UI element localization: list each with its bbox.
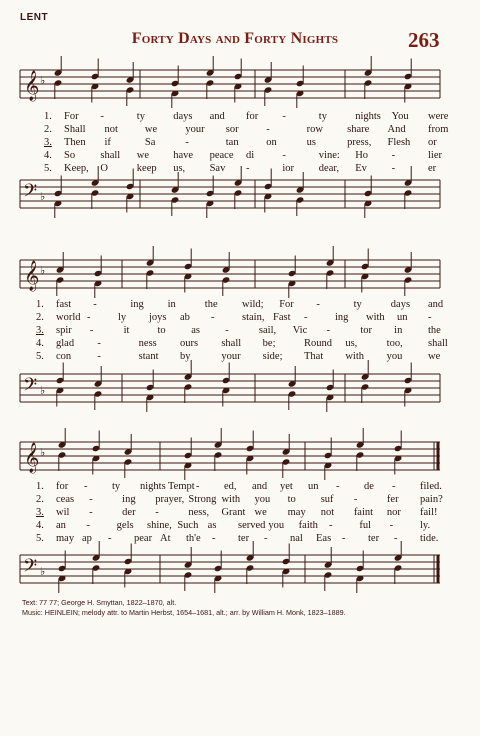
lyric-syllable: and [252,481,268,492]
lyric-syllable: - [264,533,268,544]
lyric-syllable: it [123,325,130,336]
lyric-syllable: Sav [209,163,226,174]
lyric-syllable: filed. [420,481,442,492]
lyric-syllable: as [207,520,217,531]
verse-number: 2. [44,124,52,135]
verse-number: 4. [44,150,52,161]
lyric-syllable: - [326,325,331,336]
treble-staff-system-2 [0,256,480,296]
lyric-syllable: ior [282,163,295,174]
hymn-number: 263 [408,28,440,52]
lyric-syllable: You [391,111,409,122]
lyric-syllable: an [56,520,66,531]
lyric-syllable: - [342,533,346,544]
lyric-syllable: nights [140,481,166,492]
verse-number: 1. [36,481,44,492]
lyric-syllable: fer [386,494,399,505]
bass-clef-icon: 𝄢 [23,555,38,580]
lyric-syllable: from [428,124,449,135]
lyric-syllable: row [306,124,323,135]
bass-staff-system-2 [0,370,480,410]
lyric-syllable: faith [298,520,318,531]
lyric-syllable: ty [353,299,362,310]
lyric-syllable: side; [262,351,283,362]
lyric-syllable: spir [56,325,72,336]
lyric-syllable: un [308,481,319,492]
lyric-syllable: - [282,150,286,161]
lyric-syllable: de [364,481,374,492]
lyric-syllable: - [211,312,215,323]
lyric-syllable: ty [318,111,327,122]
lyric-syllable: And [387,124,406,135]
lyric-syllable: un [397,312,408,323]
lyric-syllable: - [212,533,216,544]
flat-icon: ♭ [40,385,46,397]
lyric-syllable: tide. [420,533,439,544]
lyric-syllable: keep [136,163,157,174]
lyric-syllable: us, [173,163,186,174]
lyric-syllable: nights [355,111,381,122]
lyric-syllable: dear, [318,163,340,174]
lyric-syllable: shall [221,338,242,349]
lyric-syllable: ours [180,338,199,349]
verse-number: 2. [36,312,44,323]
hymn-title: Forty Days and Forty Nights [131,30,339,47]
lyric-syllable: tan [225,137,239,148]
lyric-syllable: - [196,481,200,492]
lyric-syllable: - [87,312,91,323]
lyric-syllable: we [428,351,441,362]
lyric-syllable: - [353,494,358,505]
flat-icon: ♭ [40,265,46,277]
lyric-syllable: shall [100,150,121,161]
lyric-syllable: with [221,494,241,505]
lyric-syllable: ter [238,533,250,544]
verse-number: 1. [44,111,52,122]
lyric-syllable: Round [304,338,333,349]
lyric-syllable: - [97,338,101,349]
lyric-syllable: - [84,481,88,492]
lyric-syllable: - [100,111,104,122]
lyric-syllable: your [221,351,241,362]
lyric-syllable: yet [280,481,293,492]
lyric-syllable: th'e [186,533,201,544]
lyric-syllable: lier [428,150,442,161]
lyric-syllable: to [287,494,296,505]
lyric-syllable: prayer, [155,494,185,505]
lyric-syllable: faint [353,507,374,518]
lyric-syllable: di [246,150,255,161]
lyric-syllable: Then [64,137,86,148]
lyric-syllable: ty [112,481,121,492]
text-credit: Text: 77 77; George H. Smyttan, 1822–1870, alt. [22,598,177,607]
lyric-syllable: der [122,507,136,518]
lyric-syllable: wil [56,507,70,518]
lyric-syllable: ing [122,494,136,505]
lyric-syllable: con [56,351,72,362]
lyric-syllable: pain? [420,494,443,505]
lyric-syllable: share [347,124,370,135]
lyric-syllable: for [246,111,259,122]
lyric-syllable: with [366,312,385,323]
lyric-syllable: us [306,137,316,148]
bass-staff-system-1 [0,176,480,216]
lyric-syllable: - [86,520,90,531]
lyric-syllable: wild; [242,299,264,310]
lyric-syllable: may [287,507,306,518]
lyric-syllable: Strong [188,494,217,505]
lyric-syllable: fast [56,299,72,310]
verse-number: 4. [36,338,44,349]
lyric-syllable: joys [149,312,167,323]
lyric-syllable: nal [290,533,303,544]
lyric-syllable: ness, [188,507,210,518]
lyric-syllable: you [268,520,285,531]
treble-staff-system-3 [0,438,480,478]
verse-number: 5. [36,533,44,544]
lyric-syllable: ter [368,533,380,544]
lyric-syllable: - [428,312,432,323]
lyric-syllable: - [389,520,394,531]
music-credit: Music: HEINLEIN; melody attr. to Martin Herbst, 1654–1681, alt.; arr. by William H. Monk, 1823–1889. [22,608,346,617]
lyric-syllable: served [238,520,266,531]
lyric-syllable: - [89,507,93,518]
lyric-syllable: the [204,299,218,310]
lyric-syllable: - [89,494,93,505]
lyric-syllable: days [173,111,193,122]
lyric-syllable: sail, [258,325,277,336]
lyric-syllable: - [108,533,112,544]
bass-staff-system-3 [0,551,480,591]
verse-number: 2. [36,494,44,505]
lyric-syllable: Eas [316,533,332,544]
lyric-syllable: - [394,533,398,544]
lyric-syllable: - [97,351,101,362]
lyric-syllable: Ho [355,150,369,161]
lyric-syllable: ab [180,312,190,323]
lyric-syllable: on [266,137,277,148]
lyric-syllable: were [428,111,449,122]
lyric-syllable: press, [347,137,372,148]
lyric-syllable: as [191,325,201,336]
verse-number: 3. [36,325,44,336]
lyric-syllable: - [329,520,333,531]
lyric-syllable: - [316,299,320,310]
lyric-syllable: ceas [56,494,75,505]
lyric-syllable: O [100,163,108,174]
lyric-syllable: - [225,325,229,336]
verse-number: 5. [44,163,52,174]
lyric-syllable: gels [116,520,134,531]
lyric-syllable: - [336,481,340,492]
verse-number: 5. [36,351,44,362]
lyric-syllable: in [167,299,176,310]
lyric-syllable: At [160,533,171,544]
lyric-syllable: by [180,351,191,362]
lyric-syllable: Ev [355,163,367,174]
lyric-syllable: ed, [224,481,237,492]
treble-clef-icon: 𝄞 [24,71,40,100]
lyric-syllable: the [428,325,441,336]
lyric-syllable: ing [335,312,349,323]
flat-icon: ♭ [40,566,46,578]
lyric-syllable: - [155,507,159,518]
lyric-syllable: ty [136,111,145,122]
lyric-syllable: shall [428,338,448,349]
lyric-syllable: sor [225,124,239,135]
treble-clef-icon: 𝄞 [24,443,40,472]
bass-clef-icon: 𝄢 [23,180,38,205]
lyric-syllable: Fast [273,312,291,323]
season-label: LENT [20,12,49,23]
flat-icon: ♭ [40,191,46,203]
lyric-syllable: Tempt [168,481,195,492]
lyric-syllable: suf [320,494,334,505]
lyric-syllable: ly. [420,520,431,531]
lyric-syllable: ing [130,299,144,310]
lyric-syllable: Grant [221,507,246,518]
lyric-syllable: with [345,351,364,362]
lyric-syllable: and [209,111,225,122]
lyric-syllable: ly [118,312,127,323]
lyric-syllable: ness [138,338,157,349]
lyric-syllable: not [104,124,118,135]
lyric-syllable: ap [82,533,92,544]
lyric-syllable: we [144,124,158,135]
lyric-syllable: Vic [292,325,308,336]
lyric-syllable: too, [386,338,403,349]
lyric-syllable: we [254,507,267,518]
lyric-syllable: and [428,299,444,310]
lyric-syllable: to [157,325,166,336]
lyric-syllable: pear [134,533,153,544]
lyric-syllable: For [279,299,294,310]
lyric-syllable: - [266,124,270,135]
verse-number: 3. [44,137,52,148]
lyric-syllable: shine, [147,520,172,531]
lyric-syllable: Keep, [64,163,89,174]
lyric-syllable: us, [345,338,358,349]
lyric-syllable: tor [360,325,373,336]
lyric-syllable: days [390,299,411,310]
lyric-syllable: er [428,163,437,174]
lyric-syllable: world [56,312,81,323]
lyric-syllable: your [185,124,205,135]
lyric-syllable: - [392,481,396,492]
treble-clef-icon: 𝄞 [24,261,40,290]
lyric-syllable: not [320,507,335,518]
lyric-syllable: in [394,325,403,336]
lyric-syllable: for [56,481,69,492]
lyric-syllable: we [136,150,150,161]
lyric-syllable: be; [262,338,276,349]
bass-clef-icon: 𝄢 [23,374,38,399]
lyric-syllable: That [304,351,324,362]
lyric-syllable: if [104,137,111,148]
lyric-syllable: - [391,163,396,174]
lyric-syllable: - [391,150,396,161]
lyric-syllable: - [93,299,97,310]
flat-icon: ♭ [40,447,46,459]
lyric-syllable: - [185,137,189,148]
lyric-syllable: Shall [64,124,86,135]
lyric-syllable: may [56,533,75,544]
lyric-syllable: Flesh [387,137,411,148]
lyric-syllable: - [282,111,286,122]
lyric-syllable: - [246,163,250,174]
lyric-syllable: vine: [318,150,340,161]
flat-icon: ♭ [40,75,46,87]
lyric-syllable: - [304,312,308,323]
lyric-syllable: Sa [144,137,156,148]
treble-staff-system-1 [0,66,480,106]
lyric-syllable: peace [209,150,234,161]
lyric-syllable: nor [386,507,401,518]
verse-number: 4. [36,520,44,531]
verse-number: 1. [36,299,44,310]
lyric-syllable: you [254,494,271,505]
lyric-syllable: stain, [242,312,265,323]
lyric-syllable: For [64,111,79,122]
lyric-syllable: So [64,150,76,161]
verse-number: 3. [36,507,44,518]
lyric-syllable: Such [177,520,199,531]
lyric-syllable: - [89,325,94,336]
lyric-syllable: have [173,150,194,161]
lyric-syllable: or [428,137,437,148]
lyric-syllable: ful [359,520,371,531]
lyric-syllable: glad [56,338,75,349]
credits [22,598,346,618]
lyric-syllable: fail! [420,507,438,518]
lyric-syllable: stant [138,351,159,362]
lyric-syllable: you [386,351,403,362]
